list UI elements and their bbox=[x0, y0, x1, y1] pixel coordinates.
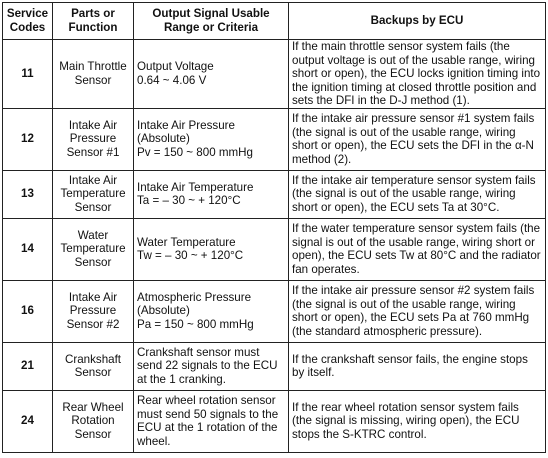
part-function-cell: Rear Wheel Rotation Sensor bbox=[53, 390, 134, 452]
backup-cell: If the crankshaft sensor fails, the engine stops by itself. bbox=[289, 342, 546, 390]
table-row bbox=[3, 390, 546, 452]
service-code-cell: 21 bbox=[3, 342, 53, 390]
header-service-codes: Service Codes bbox=[3, 3, 53, 40]
part-function-cell: Intake Air Temperature Sensor bbox=[53, 170, 134, 218]
backup-cell: If the main throttle sensor system fails (the output voltage is out of the usable range, wiring short or open), the ECU locks ignition timing into the ignition timing at closed throttle position and sets the DFI in the D-J method (1). bbox=[289, 40, 546, 109]
backup-cell: If the intake air temperature sensor system fails (the signal is out of the usable range, wiring short or open), the ECU sets Ta at 30°C. bbox=[289, 170, 546, 218]
part-function-cell: Water Temperature Sensor bbox=[53, 218, 134, 280]
output-signal-cell: Output Voltage 0.64 ~ 4.06 V bbox=[134, 40, 289, 109]
backup-cell: If the water temperature sensor system fails (the signal is out of the usable range, wiring short or open), the ECU sets Tw at 80°C and the radiator fan operates. bbox=[289, 218, 546, 280]
table-row bbox=[3, 280, 546, 342]
output-signal-cell: Water Temperature Tw = – 30 ~ + 120°C bbox=[134, 218, 289, 280]
backup-cell: If the rear wheel rotation sensor system fails (the signal is missing, wiring open), the ECU stops the S-KTRC control. bbox=[289, 390, 546, 452]
header-parts-function: Parts or Function bbox=[53, 3, 134, 40]
table-row bbox=[3, 218, 546, 280]
service-code-cell: 24 bbox=[3, 390, 53, 452]
service-code-cell: 11 bbox=[3, 40, 53, 109]
backup-cell: If the intake air pressure sensor #1 system fails (the signal is out of the usable range, wiring short or open), the ECU sets the DFI in the α-N method (2). bbox=[289, 108, 546, 170]
backup-cell: If the intake air pressure sensor #2 system fails (the signal is out of the usable range, wiring short or open), the ECU sets Pa at 760 mmHg (the standard atmospheric pressure). bbox=[289, 280, 546, 342]
part-function-cell: Intake Air Pressure Sensor #1 bbox=[53, 108, 134, 170]
ecu-backup-table-container bbox=[2, 2, 545, 455]
service-code-cell: 14 bbox=[3, 218, 53, 280]
table-row bbox=[3, 108, 546, 170]
service-code-cell: 16 bbox=[3, 280, 53, 342]
output-signal-cell: Intake Air Pressure (Absolute) Pv = 150 ~ 800 mmHg bbox=[134, 108, 289, 170]
output-signal-cell: Crankshaft sensor must send 22 signals to the ECU at the 1 cranking. bbox=[134, 342, 289, 390]
output-signal-cell: Atmospheric Pressure (Absolute) Pa = 150 ~ 800 mmHg bbox=[134, 280, 289, 342]
header-backups: Backups by ECU bbox=[289, 3, 546, 40]
output-signal-cell: Rear wheel rotation sensor must send 50 signals to the ECU at the 1 rotation of the wheel. bbox=[134, 390, 289, 452]
output-signal-cell: Intake Air Temperature Ta = – 30 ~ + 120°C bbox=[134, 170, 289, 218]
service-code-cell: 12 bbox=[3, 108, 53, 170]
header-output-signal: Output Signal Usable Range or Criteria bbox=[134, 3, 289, 40]
table-row bbox=[3, 170, 546, 218]
part-function-cell: Intake Air Pressure Sensor #2 bbox=[53, 280, 134, 342]
part-function-cell: Crankshaft Sensor bbox=[53, 342, 134, 390]
table-header-row bbox=[3, 3, 546, 40]
part-function-cell: Main Throttle Sensor bbox=[53, 40, 134, 109]
table-row bbox=[3, 342, 546, 390]
service-code-cell: 13 bbox=[3, 170, 53, 218]
ecu-backup-table bbox=[2, 2, 546, 453]
table-row bbox=[3, 40, 546, 109]
